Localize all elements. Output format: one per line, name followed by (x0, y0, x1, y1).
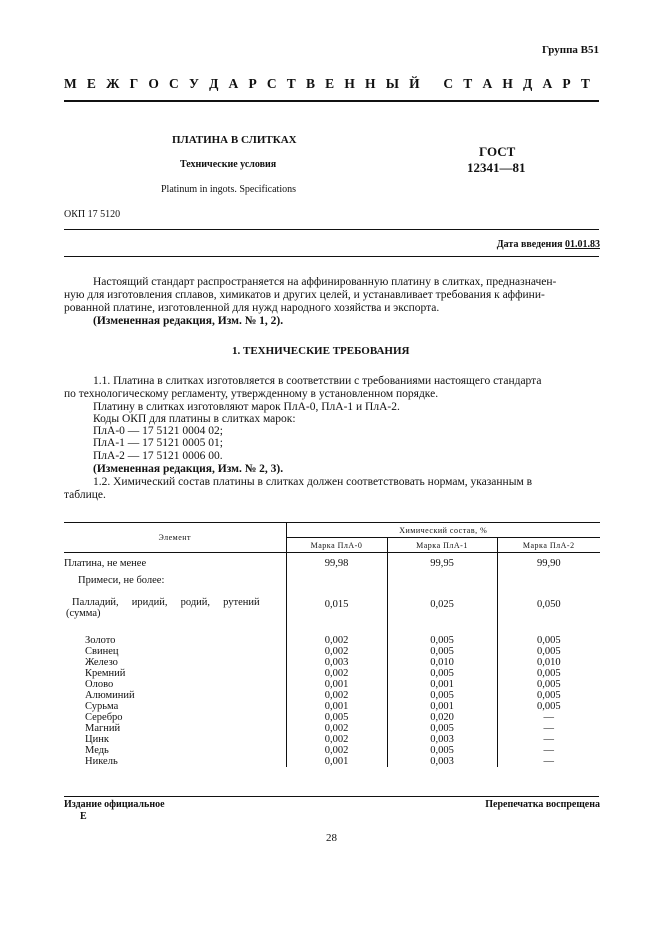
code-pla0: ПлА-0 — 17 5121 0004 02; (93, 425, 223, 437)
table-row (64, 553, 600, 570)
intro-line-2: ную для изготовления сплавов, химикатов и других целей, и устанавливает требования к аффини- (64, 289, 545, 301)
row-name: Никель (64, 756, 286, 767)
col-grade-pla0: Марка ПлА-0 (286, 538, 387, 553)
table-row (64, 629, 600, 646)
standard-type: М Е Ж Г О С У Д А Р С Т В Е Н Н Ы Й С Т А Н Д А Р Т (64, 76, 594, 91)
cell-value: 0,020 (387, 712, 497, 723)
row-name: Цинк (64, 734, 286, 745)
row-name: Олово (64, 679, 286, 690)
section-heading: 1. ТЕХНИЧЕСКИЕ ТРЕБОВАНИЯ (232, 345, 410, 357)
table-row (64, 701, 600, 712)
row-name: Платина, не менее (64, 553, 286, 570)
p12-line-2: таблице. (64, 489, 106, 501)
cell-value: 0,005 (536, 701, 561, 712)
intro-line-3: рованной платине, изготовленной для нужд народного хозяйства и экспорта. (64, 302, 440, 314)
cell-value: 0,002 (286, 668, 387, 679)
table-row (64, 679, 600, 690)
table-row (64, 591, 600, 629)
cell-value: 0,001 (286, 701, 387, 712)
cell-value: 0,001 (387, 679, 497, 690)
cell-value: 0,005 (387, 668, 497, 679)
cell-value: 0,005 (387, 629, 497, 646)
doc-subtitle: Технические условия (180, 159, 277, 170)
cell-value: 0,001 (286, 756, 387, 767)
cell-value: 0,005 (536, 668, 561, 679)
cell-value: 99,95 (387, 553, 497, 570)
date-rule (64, 256, 599, 257)
row-name: Свинец (64, 646, 286, 657)
cell-value: 0,005 (387, 723, 497, 734)
row-name: Медь (64, 745, 286, 756)
table-row (64, 646, 600, 657)
intro-amendment: (Измененная редакция, Изм. № 1, 2). (93, 315, 284, 327)
cell-value: 0,010 (387, 657, 497, 668)
row-name (64, 591, 286, 629)
cell-value: 99,90 (536, 558, 561, 569)
cell-value: 0,002 (286, 745, 387, 756)
table-row (64, 723, 600, 734)
cell-value: 0,005 (536, 679, 561, 690)
okp-code: ОКП 17 5120 (64, 209, 121, 220)
official-edition: Издание официальное (64, 799, 165, 810)
cell-value: — (543, 723, 554, 734)
gost-number: 12341—81 (467, 160, 526, 175)
cell-value: 0,005 (536, 690, 561, 701)
code-pla2: ПлА-2 — 17 5121 0006 00. (93, 450, 223, 462)
cell-value: 99,98 (286, 553, 387, 570)
col-composition-header: Химический состав, % (286, 523, 600, 538)
cell-value: 0,005 (387, 690, 497, 701)
table-row (64, 745, 600, 756)
introduction-date (497, 239, 600, 250)
table-row (64, 657, 600, 668)
edition-letter: Е (80, 811, 87, 822)
codes-intro: Коды ОКП для платины в слитках марок: (93, 413, 296, 425)
cell-value: 0,005 (286, 712, 387, 723)
intro-line-1: Настоящий стандарт распространяется на аффинированную платину в слитках, предназначен- (93, 276, 557, 288)
row-name: Золото (64, 629, 286, 646)
col-grade-pla2: Марка ПлА-2 (522, 540, 575, 550)
cell-value: 0,050 (536, 599, 561, 610)
row-name: Кремний (64, 668, 286, 679)
cell-value: 0,002 (286, 646, 387, 657)
cell-value: — (543, 712, 554, 723)
cell-value: 0,001 (286, 679, 387, 690)
cell-value: 0,005 (387, 646, 497, 657)
table-row (64, 712, 600, 723)
intro-date-label: Дата введения (496, 239, 565, 250)
p11-line-2: по технологическому регламенту, утвержденному в установленном порядке. (64, 388, 439, 400)
grades-line: Платину в слитках изготовляют марок ПлА-0, ПлА-1 и ПлА-2. (93, 401, 400, 413)
intro-date-value: 01.01.83 (565, 239, 600, 250)
cell-value: 0,005 (536, 635, 561, 646)
row-name: Сурьма (64, 701, 286, 712)
impurity-rows (64, 629, 600, 767)
col-grade-pla1: Марка ПлА-1 (387, 538, 497, 553)
table-row (64, 569, 600, 591)
cell-value: 0,002 (286, 734, 387, 745)
cell-value: 0,002 (286, 690, 387, 701)
table-row (64, 756, 600, 767)
table-row (64, 690, 600, 701)
impurities-label: Примеси, не более: (64, 569, 286, 591)
p11-line-1: 1.1. Платина в слитках изготовляется в соответствии с требованиями настоящего стандарта (93, 375, 542, 387)
table-row (64, 668, 600, 679)
english-title: Platinum in ingots. Specifications (161, 184, 296, 195)
pgm-name-line2: (сумма) (66, 608, 101, 619)
header-rule (64, 100, 599, 102)
cell-value: 0,001 (387, 701, 497, 712)
row-name: Серебро (64, 712, 286, 723)
cell-value: 0,005 (387, 745, 497, 756)
row-name: Алюминий (64, 690, 286, 701)
title-rule (64, 229, 599, 230)
cell-value: — (543, 734, 554, 745)
page-number: 28 (326, 832, 337, 844)
pgm-name-line1: Палладий, иридий, родий, рутений (72, 597, 260, 608)
doc-title: ПЛАТИНА В СЛИТКАХ (172, 134, 297, 146)
cell-value: 0,003 (387, 756, 497, 767)
p12-line-1: 1.2. Химический состав платины в слитках должен соответствовать нормам, указанным в (93, 476, 533, 488)
cell-value: 0,003 (387, 734, 497, 745)
cell-value: 0,002 (286, 629, 387, 646)
cell-value: — (543, 745, 554, 756)
cell-value: 0,005 (536, 646, 561, 657)
cell-value: 0,025 (387, 591, 497, 629)
cell-value: 0,015 (286, 591, 387, 629)
reprint-notice: Перепечатка воспрещена (485, 799, 600, 810)
section-amendment: (Измененная редакция, Изм. № 2, 3). (93, 463, 284, 475)
row-name: Магний (64, 723, 286, 734)
cell-value: 0,010 (536, 657, 561, 668)
table-row (64, 734, 600, 745)
footer-rule (64, 796, 599, 797)
cell-value: 0,002 (286, 723, 387, 734)
col-element-header: Элемент (64, 523, 286, 553)
chemical-composition-table (64, 522, 600, 767)
group-code: Группа В51 (541, 44, 599, 56)
cell-value: 0,003 (286, 657, 387, 668)
cell-value: — (543, 756, 554, 767)
code-pla1: ПлА-1 — 17 5121 0005 01; (93, 437, 223, 449)
gost-label: ГОСТ (479, 144, 516, 159)
row-name: Железо (64, 657, 286, 668)
